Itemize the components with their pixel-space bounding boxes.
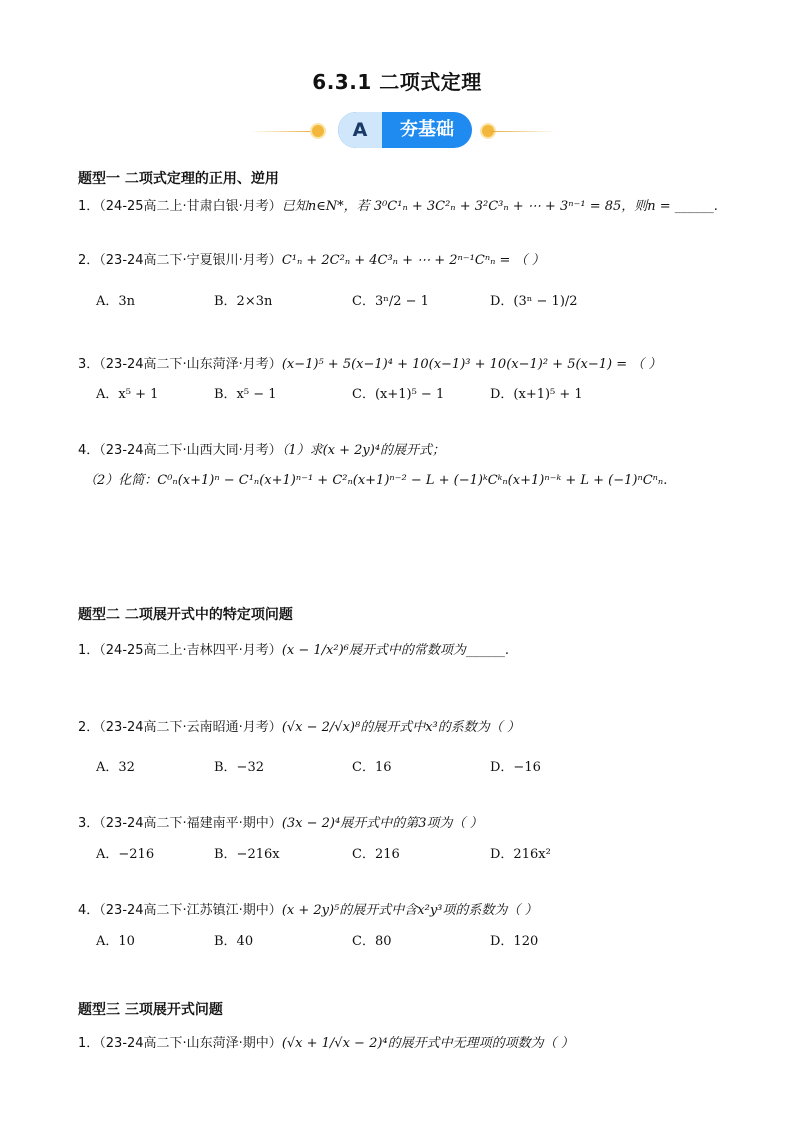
- option-a: A．3n: [96, 294, 136, 309]
- section-heading: 题型二 二项展开式中的特定项问题: [78, 607, 293, 623]
- question-item: [78, 718, 520, 738]
- option-b: B．x⁵ − 1: [214, 387, 277, 402]
- section-banner: [0, 112, 794, 150]
- section-heading: 题型三 三项展开式问题: [78, 1002, 223, 1018]
- option-a: A．x⁵ + 1: [96, 387, 159, 402]
- option-b: B．40: [214, 934, 254, 949]
- option-c: C．16: [352, 760, 392, 775]
- option-c: C．80: [352, 934, 392, 949]
- question-subpart: [84, 471, 667, 491]
- question-item: [78, 251, 545, 271]
- option-d: D．−16: [490, 760, 541, 775]
- option-d: D．120: [490, 934, 539, 949]
- option-c: C．3ⁿ/2 − 1: [352, 294, 429, 309]
- question-source: 4．（23-24高二下·江苏镇江·期中）: [78, 903, 282, 918]
- banner-line-right: [490, 131, 556, 132]
- question-source: 3．（23-24高二下·福建南平·期中）: [78, 816, 282, 831]
- question-stem: (x + 2y)⁵的展开式中含x²y³项的系数为（ ）: [281, 903, 538, 918]
- question-source: 3．（23-24高二下·山东菏泽·月考）: [78, 357, 282, 372]
- question-stem: 已知n∈N*，若 3⁰C¹ₙ + 3C²ₙ + 3²C³ₙ + ⋯ + 3ⁿ⁻¹ = 85，则n = ______.: [281, 199, 718, 214]
- question-stem: (√x − 2/√x)⁸的展开式中x³的系数为（ ）: [281, 720, 520, 735]
- question-item: [78, 1034, 574, 1054]
- question-item: [78, 441, 445, 461]
- option-c: C．216: [352, 847, 400, 862]
- option-c: C．(x+1)⁵ − 1: [352, 387, 445, 402]
- question-stem: (x − 1/x²)⁶展开式中的常数项为______.: [281, 643, 509, 658]
- banner-line-left: [250, 131, 316, 132]
- banner-letter: A: [338, 112, 382, 148]
- question-item: [78, 901, 538, 921]
- question-stem: (x−1)⁵ + 5(x−1)⁴ + 10(x−1)³ + 10(x−1)² + 5(x−1) = （ ）: [281, 357, 662, 372]
- banner-pill: [338, 112, 472, 148]
- question-stem: C¹ₙ + 2C²ₙ + 4C³ₙ + ⋯ + 2ⁿ⁻¹Cⁿₙ = （ ）: [281, 253, 545, 268]
- question-subpart-text: （2）化简：C⁰ₙ(x+1)ⁿ − C¹ₙ(x+1)ⁿ⁻¹ + C²ₙ(x+1)ⁿ⁻² − L + (−1)ᵏCᵏₙ(x+1)ⁿ⁻ᵏ + L + (−1)ⁿCⁿₙ.: [84, 473, 668, 488]
- question-source: 1．（24-25高二上·甘肃白银·月考）: [78, 199, 282, 214]
- question-item: [78, 814, 483, 834]
- page-title: 6.3.1 二项式定理: [312, 70, 482, 94]
- question-source: 2．（23-24高二下·云南昭通·月考）: [78, 720, 282, 735]
- question-item: [78, 197, 718, 217]
- banner-label: 夯基础: [400, 119, 454, 140]
- option-b: B．−32: [214, 760, 264, 775]
- option-a: A．10: [96, 934, 135, 949]
- question-source: 1．（23-24高二下·山东菏泽·期中）: [78, 1036, 282, 1051]
- section-heading: 题型一 二项式定理的正用、逆用: [78, 171, 279, 187]
- question-stem: (√x + 1/√x − 2)⁴的展开式中无理项的项数为（ ）: [281, 1036, 574, 1051]
- question-item: [78, 355, 661, 375]
- option-d: D．(x+1)⁵ + 1: [490, 387, 583, 402]
- question-stem: (3x − 2)⁴展开式中的第3项为（ ）: [281, 816, 483, 831]
- option-a: A．−216: [96, 847, 155, 862]
- option-d: D．(3ⁿ − 1)/2: [490, 294, 578, 309]
- question-item: [78, 641, 509, 661]
- option-b: B．−216x: [214, 847, 280, 862]
- question-source: 2．（23-24高二下·宁夏银川·月考）: [78, 253, 282, 268]
- banner-dot-left: [312, 125, 324, 137]
- question-source: 1．（24-25高二上·吉林四平·月考）: [78, 643, 282, 658]
- question-stem: （1）求(x + 2y)⁴的展开式；: [281, 443, 446, 458]
- option-d: D．216x²: [490, 847, 551, 862]
- option-a: A．32: [96, 760, 135, 775]
- option-b: B．2×3n: [214, 294, 273, 309]
- question-source: 4．（23-24高二下·山西大同·月考）: [78, 443, 282, 458]
